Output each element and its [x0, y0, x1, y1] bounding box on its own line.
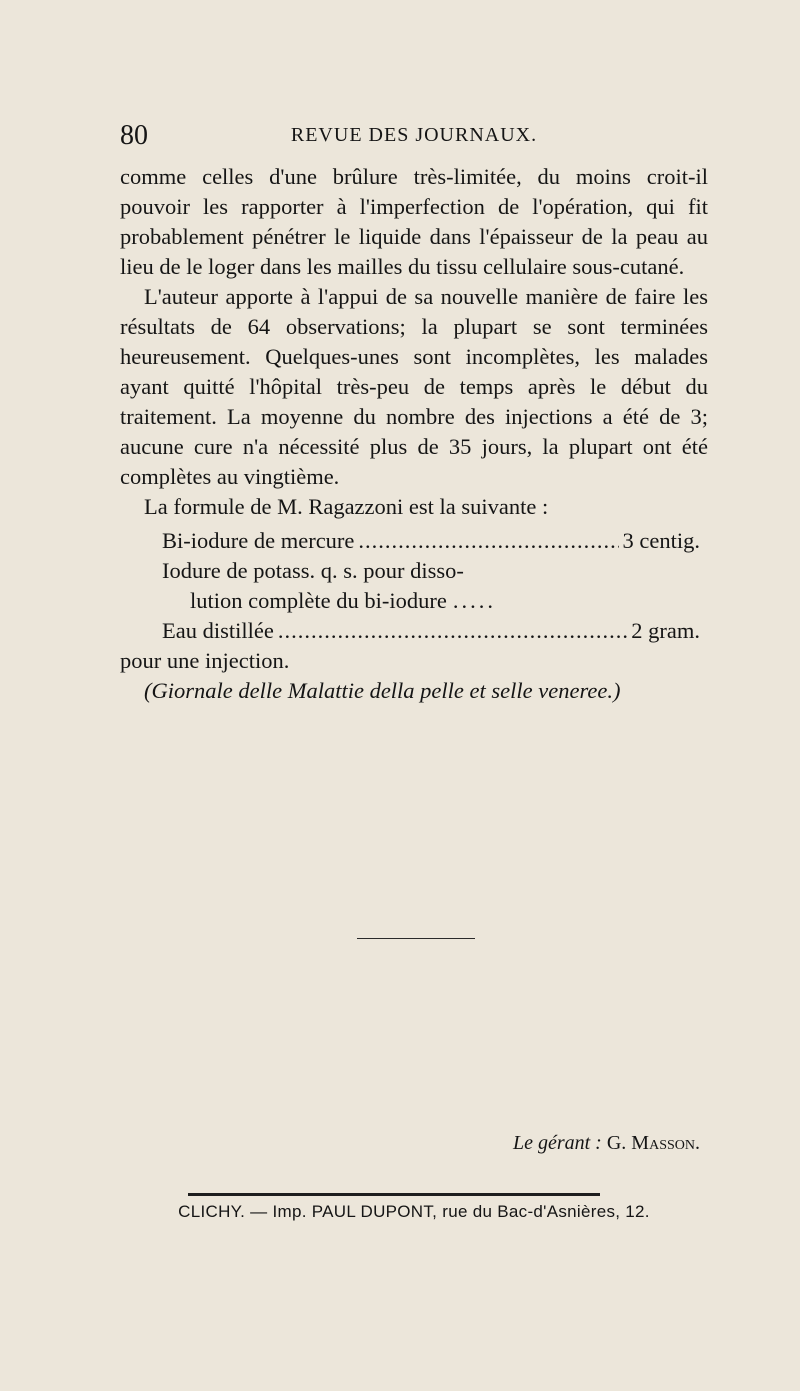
- ingredient-name: Bi-iodure de mercure: [162, 528, 355, 553]
- formula-item: [162, 526, 700, 556]
- ingredient-name: Eau distillée: [162, 618, 274, 643]
- leader-dots: [278, 616, 627, 646]
- ingredient-quantity: 3 centig.: [622, 528, 700, 553]
- page-number: 80: [120, 120, 148, 151]
- section-divider: [357, 938, 475, 939]
- formula-list: [162, 526, 700, 646]
- paragraph-continuation: comme celles d'une brûlure très-limitée, du moins croit-il pouvoir les rapporter à l'imperfection de l'opération, qui fit probablement pénétrer le liquide dans l'épaisseur de la peau au lieu de le loger dans les mailles du tissu cellulaire sous-cutané.: [120, 164, 708, 279]
- signature-name: G. Masson.: [606, 1132, 700, 1154]
- page-header: [120, 120, 708, 156]
- running-title: REVUE DES JOURNAUX.: [290, 124, 538, 146]
- paragraph-formula-intro: La formule de M. Ragazzoni est la suivante :: [144, 494, 549, 519]
- leader-dots: [358, 526, 618, 556]
- formula-item-continuation: [162, 586, 700, 616]
- formula-item: [162, 616, 700, 646]
- source-citation: (Giornale delle Malattie della pelle et selle veneree.): [144, 678, 621, 703]
- imprint-rule: [188, 1193, 600, 1196]
- paragraph-after-formula: pour une injection.: [120, 648, 290, 673]
- ingredient-name-continued: lution complète du bi-iodure: [190, 588, 447, 613]
- ingredient-name: Iodure de potass. q. s. pour disso-: [162, 558, 464, 583]
- signature-role: Le gérant :: [512, 1132, 602, 1154]
- formula-item: [162, 556, 700, 586]
- ingredient-quantity: 2 gram.: [631, 618, 700, 643]
- signature: [513, 1132, 700, 1155]
- leader-dots: .....: [452, 588, 496, 613]
- article-body: [120, 162, 708, 706]
- paragraph-observations: L'auteur apporte à l'appui de sa nouvelle manière de faire les résultats de 64 observations; la plupart se sont terminées heureusement. Quelques-unes sont incomplètes, les malades ayant quitté l'hôpital très-peu de temps après le début du traitement. La moyenne du nombre des injections a été de 3; aucune cure n'a nécessité plus de 35 jours, la plupart ont été complètes au vingtième.: [120, 284, 708, 489]
- printer-imprint: CLICHY. — Imp. PAUL DUPONT, rue du Bac-d'Asnières, 12.: [178, 1202, 650, 1221]
